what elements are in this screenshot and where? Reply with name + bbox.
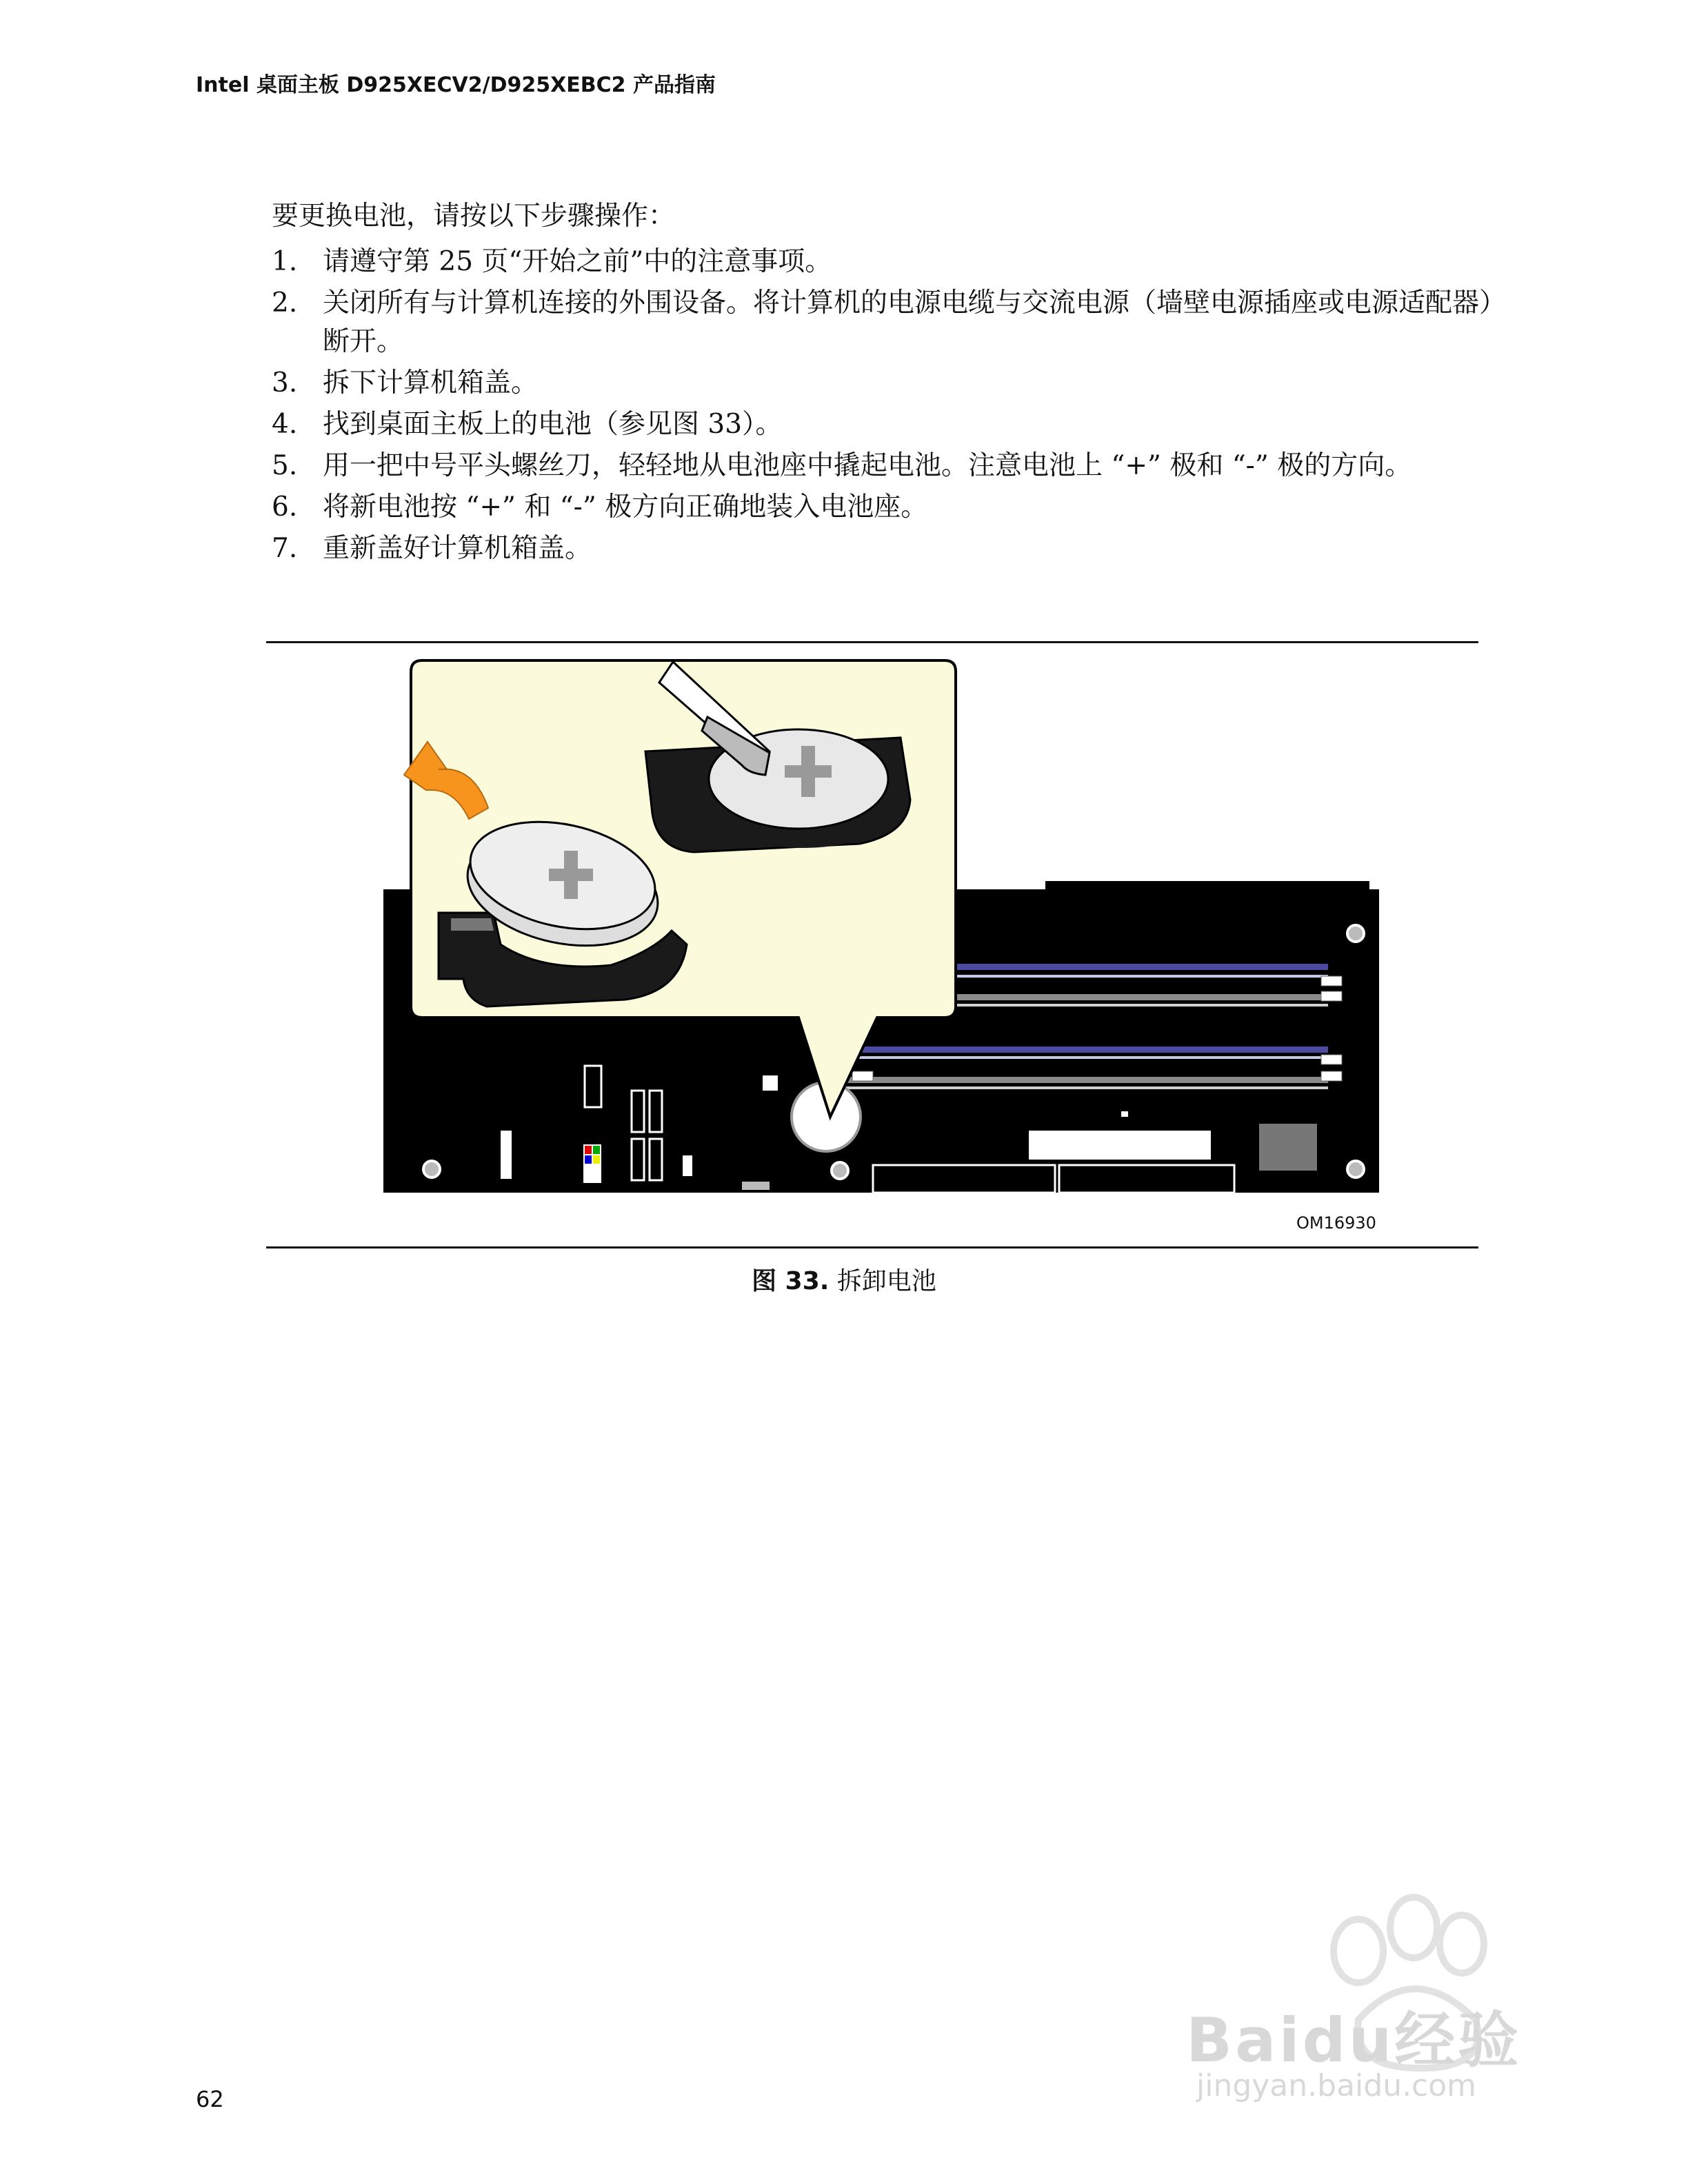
step-item [272, 529, 1499, 568]
step-item [272, 488, 1499, 527]
steps-list [272, 243, 1499, 571]
step-number: 7. [272, 533, 298, 564]
step-text: 重新盖好计算机箱盖。 [323, 533, 592, 564]
step-text: 请遵守第 25 页“开始之前”中的注意事项。 [323, 246, 832, 277]
step-number: 6. [272, 492, 298, 523]
step-item [272, 284, 1499, 361]
page-header: Intel 桌面主板 D925XECV2/D925XEBC2 产品指南 [196, 73, 716, 97]
step-text: 关闭所有与计算机连接的外围设备。将计算机的电源电缆与交流电源（墙壁电源插座或电源适配器）断开。 [323, 287, 1493, 357]
step-item [272, 364, 1499, 403]
step-text: 用一把中号平头螺丝刀，轻轻地从电池座中撬起电池。注意电池上 “+” 极和 “-” 极的方向。 [323, 450, 1412, 481]
watermark-url: jingyan.baidu.com [1196, 2068, 1477, 2103]
step-number: 2. [272, 287, 298, 318]
step-item [272, 447, 1499, 485]
step-item [272, 405, 1499, 444]
watermark-brand: Baidu经验 [1186, 2005, 1522, 2076]
figure-top-rule [266, 641, 1478, 643]
step-item [272, 243, 1499, 281]
battery-removal-illustration [266, 648, 1478, 1241]
figure-caption [0, 1262, 1688, 1297]
step-text: 拆下计算机箱盖。 [323, 367, 539, 398]
step-text: 将新电池按 “+” 和 “-” 极方向正确地装入电池座。 [323, 492, 928, 523]
step-number: 5. [272, 450, 298, 481]
figure-bottom-rule [266, 1246, 1478, 1248]
figure-number: 图 33. [752, 1267, 830, 1295]
figure-code: OM16930 [1296, 1213, 1376, 1233]
figure-title: 拆卸电池 [836, 1267, 936, 1295]
step-number: 3. [272, 367, 298, 398]
intro-text: 要更换电池，请按以下步骤操作： [272, 201, 676, 232]
page-number: 62 [196, 2086, 224, 2112]
step-number: 4. [272, 409, 298, 440]
step-number: 1. [272, 246, 298, 277]
step-text: 找到桌面主板上的电池（参见图 33）。 [323, 409, 783, 440]
